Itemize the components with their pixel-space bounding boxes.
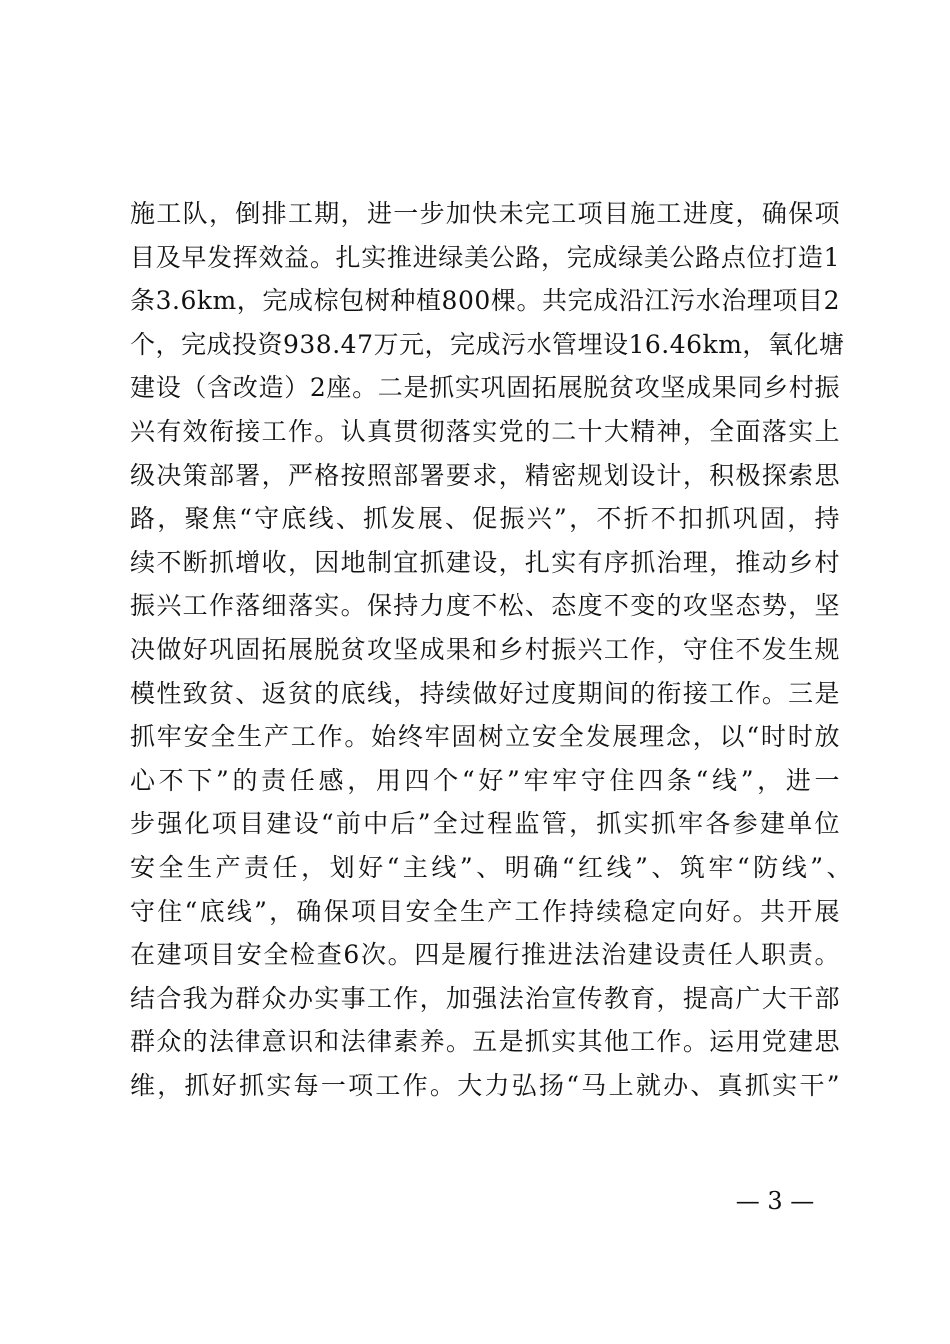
text-line: 个，完成投资938.47万元，完成污水管埋设16.46km，氧化塘 (130, 329, 845, 359)
text-line: 决做好巩固拓展脱贫攻坚成果和乡村振兴工作，守住不发生规 (130, 634, 840, 664)
page-number: — 3 — (735, 1187, 815, 1215)
text-line: 步强化项目建设“前中后”全过程监管，抓实抓牢各参建单位 (130, 809, 840, 839)
text-line: 安全生产责任，划好“主线”、明确“红线”、筑牢“防线”、 (130, 852, 852, 882)
text-line: 续不断抓增收，因地制宜抓建设，扎实有序抓治理，推动乡村 (130, 547, 840, 577)
text-line: 目及早发挥效益。扎实推进绿美公路，完成绿美公路点位打造1 (130, 242, 840, 272)
text-line: 抓牢安全生产工作。始终牢固树立安全发展理念，以“时时放 (130, 722, 840, 752)
text-line: 在建项目安全检查6次。四是履行推进法治建设责任人职责。 (130, 940, 840, 970)
text-line: 振兴工作落细落实。保持力度不松、态度不变的攻坚态势，坚 (130, 591, 840, 621)
text-line: 群众的法律意识和法律素养。五是抓实其他工作。运用党建思 (130, 1027, 840, 1057)
text-line: 级决策部署，严格按照部署要求，精密规划设计，积极探索思 (130, 460, 840, 490)
text-line: 守住“底线”，确保项目安全生产工作持续稳定向好。共开展 (130, 896, 840, 926)
body-text (130, 192, 852, 1107)
text-line: 路，聚焦“守底线、抓发展、促振兴”，不折不扣抓巩固，持 (130, 504, 840, 534)
text-line: 维，抓好抓实每一项工作。大力弘扬“马上就办、真抓实干” (130, 1070, 840, 1100)
text-line: 兴有效衔接工作。认真贯彻落实党的二十大精神，全面落实上 (130, 416, 840, 446)
text-line: 施工队，倒排工期，进一步加快未完工项目施工进度，确保项 (130, 199, 840, 228)
text-line: 结合我为群众办实事工作，加强法治宣传教育，提高广大干部 (130, 983, 840, 1013)
text-line: 模性致贫、返贫的底线，持续做好过度期间的衔接工作。三是 (130, 678, 840, 708)
text-line: 心不下”的责任感，用四个“好”牢牢守住四条“线”，进一 (130, 765, 840, 795)
text-line: 条3.6km，完成棕包树种植800棵。共完成沿江污水治理项目2 (130, 286, 840, 316)
text-line: 建设（含改造）2座。二是抓实巩固拓展脱贫攻坚成果同乡村振 (130, 373, 840, 403)
